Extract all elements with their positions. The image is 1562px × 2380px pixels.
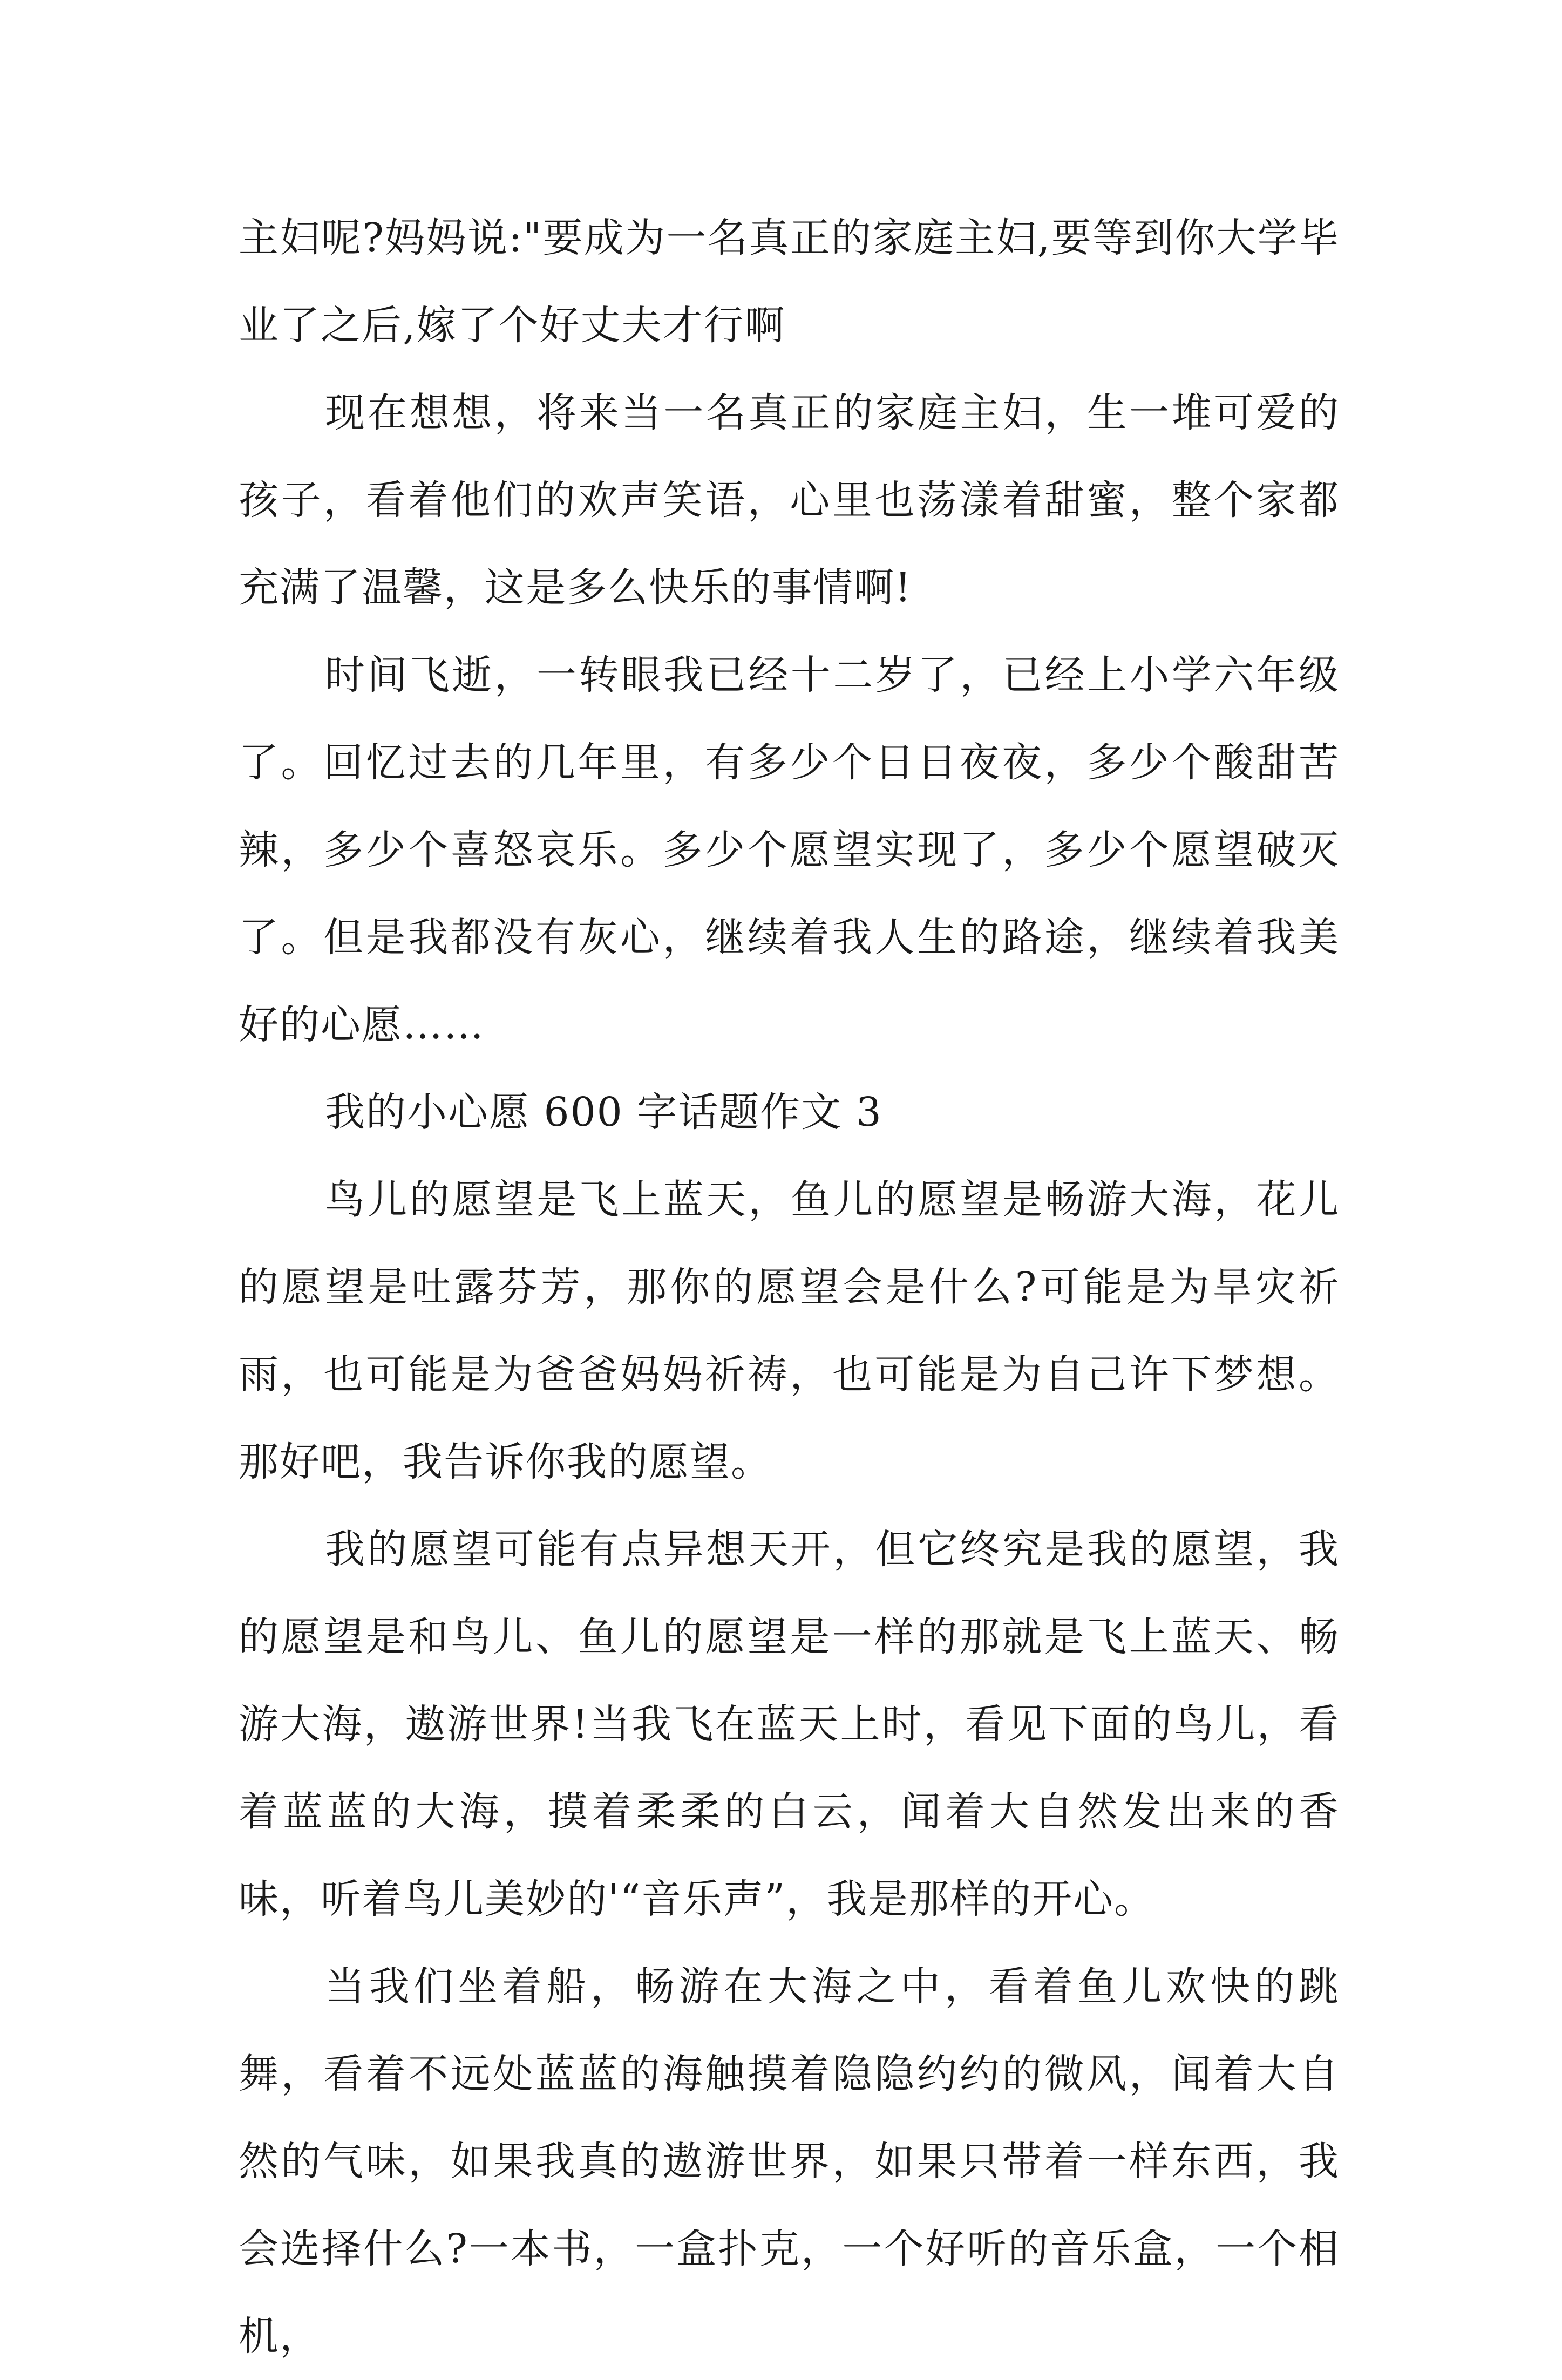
paragraph-1: 主妇呢?妈妈说:"要成为一名真正的家庭主妇,要等到你大学毕业了之后,嫁了个好丈夫才行啊 [239,215,1340,349]
paragraph-2: 现在想想，将来当一名真正的家庭主妇，生一堆可爱的孩子，看着他们的欢声笑语，心里也荡漾着甜蜜，整个家都充满了温馨，这是多么快乐的事情啊! [239,390,1340,611]
paragraph-3: 时间飞逝，一转眼我已经十二岁了，已经上小学六年级了。回忆过去的几年里，有多少个日日夜夜，多少个酸甜苦辣，多少个喜怒哀乐。多少个愿望实现了，多少个愿望破灭了。但是我都没有灰心，继续着我人生的路途，继续着我美好的心愿…… [239,652,1340,1048]
paragraph-6: 当我们坐着船，畅游在大海之中，看着鱼儿欢快的跳舞，看着不远处蓝蓝的海触摸着隐隐约约的微风，闻着大自然的气味，如果我真的遨游世界，如果只带着一样东西，我会选择什么?一本书，一盒扑克，一个好听的音乐盒，一个相机， [239,1963,1340,2359]
paragraph-5: 我的愿望可能有点异想天开，但它终究是我的愿望，我的愿望是和鸟儿、鱼儿的愿望是一样的那就是飞上蓝天、畅游大海，遨游世界!当我飞在蓝天上时，看见下面的鸟儿，看着蓝蓝的大海，摸着柔柔的白云，闻着大自然发出来的香味，听着鸟儿美妙的'“音乐声”，我是那样的开心。 [239,1526,1340,1922]
paragraph-4: 鸟儿的愿望是飞上蓝天，鱼儿的愿望是畅游大海，花儿的愿望是吐露芬芳，那你的愿望会是什么?可能是为旱灾祈雨，也可能是为爸爸妈妈祈祷，也可能是为自己许下梦想。那好吧，我告诉你我的愿望。 [239,1177,1340,1485]
document-body [239,194,1340,2380]
essay-heading: 我的小心愿 600 字话题作文 3 [325,1089,882,1135]
